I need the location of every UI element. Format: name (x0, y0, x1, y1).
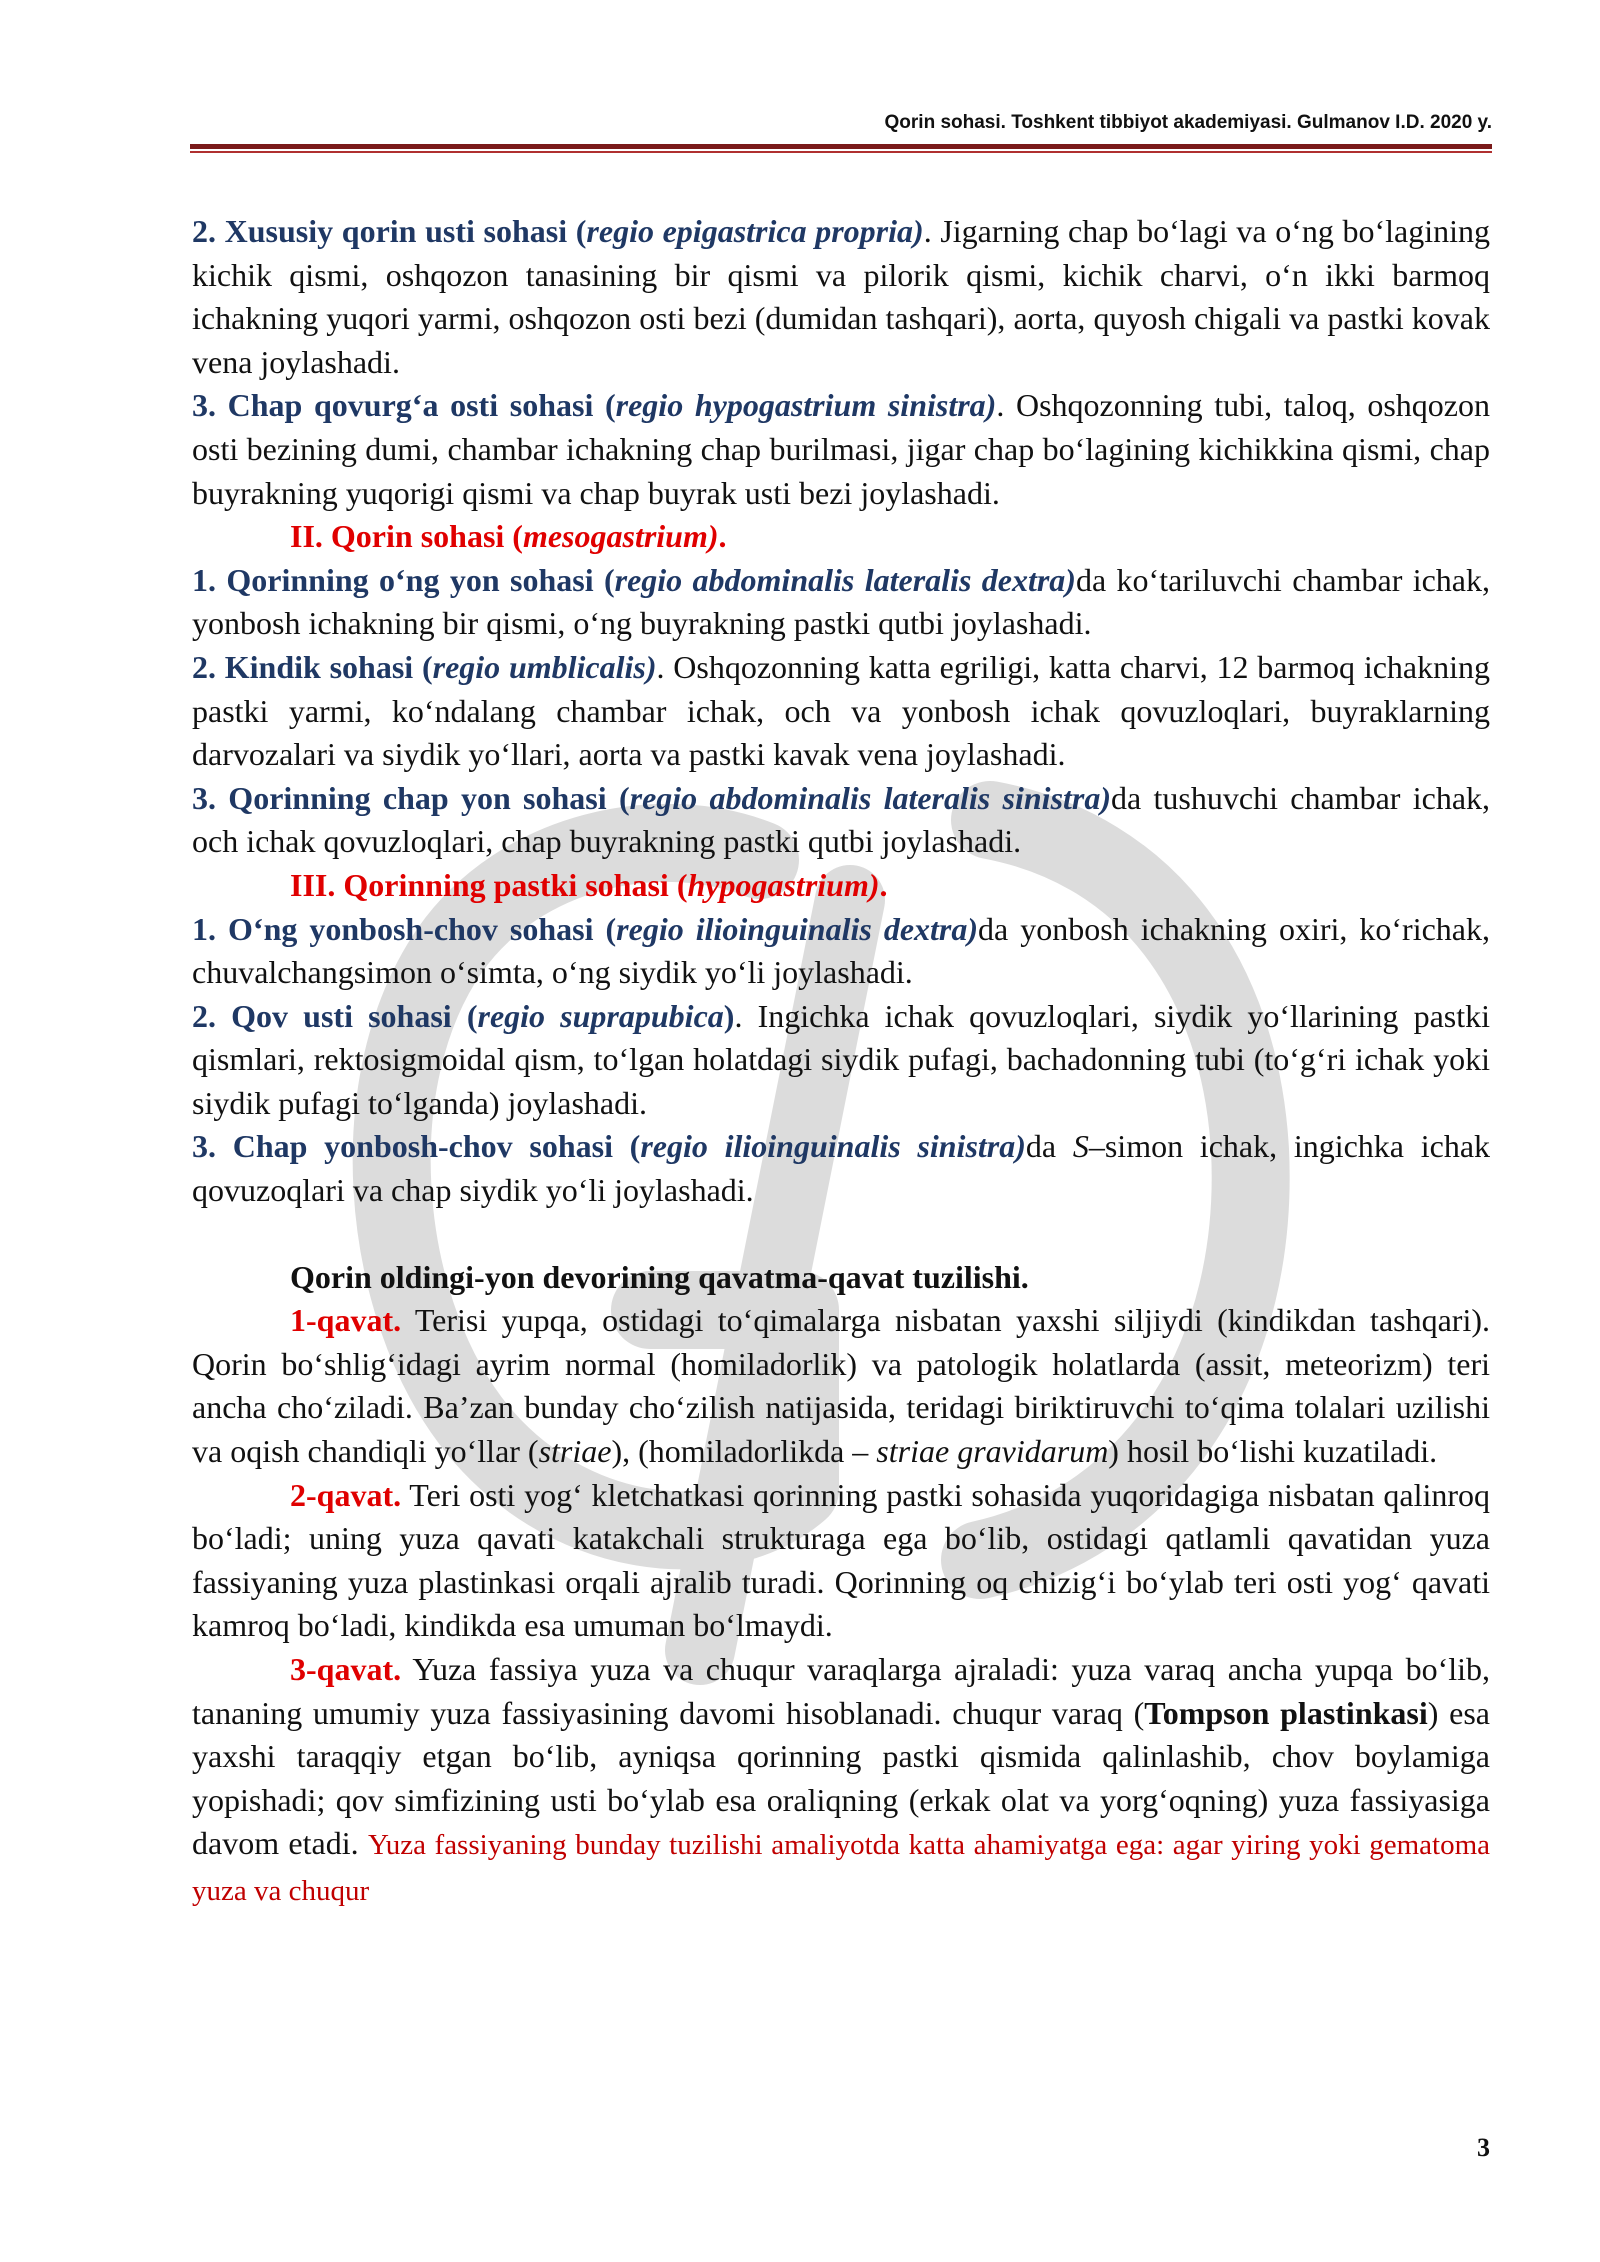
paragraph-layer-3 (192, 1648, 1490, 1914)
section-title (192, 213, 924, 249)
paragraph-text: Teri osti yog‘ kletchatkasi qorinning pastki sohasida yuqoridagiga nisbatan qalinroq bo‘ladi; uning yuza qavati katakchali strukturaga ega bo‘lib, ostidagi qatlamli qavatidan yuza fassiyaning yuza plastinkasi orqali ajralib turadi. Qorinning oq chizig‘i bo‘ylab teri osti yog‘ qavati kamroq bo‘ladi, kindikda esa umuman bo‘lmaydi. (192, 1476, 1490, 1644)
section-title-text: 3. Chap qovurg‘a osti sohasi ( (192, 387, 616, 424)
paragraph-text: ) esa yaxshi taraqqiy etgan bo‘lib, ayniqsa qorinning pastki qismida qalinlashib, chov boylamiga yopishadi; qov simfizining usti bo‘ylab esa oraliqning (erkak olat va yorg‘oqning) yuza fassiyasiga davom etadi. (192, 1694, 1491, 1862)
paragraph-text: Yuza fassiya yuza va chuqur varaqlarga ajraladi: yuza varaq ancha yupqa bo‘lib, tananing umumiy yuza fassiyasining davomi hisoblanadi. chuqur varaq ( (192, 1651, 1490, 1731)
page-number: 3 (1477, 2133, 1490, 2162)
section-title-text: 3. Chap yonbosh-chov sohasi ( (192, 1128, 641, 1165)
paragraph-text: ), (homiladorlikda – (611, 1433, 877, 1470)
spacer (192, 1213, 1490, 1256)
latin-term: regio epigastrica propria) (586, 213, 924, 249)
latin-term: hypogastrium) (687, 866, 880, 903)
layer-label: 2-qavat. (290, 1476, 402, 1513)
paragraph-text: da tushuvchi chambar ichak, och ichak qovuzloqlari, chap buyrakning pastki qutbi joylashadi. (192, 779, 1491, 860)
latin-term: regio abdominalis lateralis sinistra) (629, 779, 1112, 816)
paragraph-text: . Ingichka ichak qovuzloqlari, siydik yo‘llarining pastki qismlari, rektosigmoidal qism, to‘lgan holatdagi siydik pufagi, bachadonning tubi (to‘g‘ri ichak yoki siydik pufagi to‘lganda) joylashadi. (192, 997, 1491, 1121)
highlighted-text: Yuza fassiyaning bunday tuzilishi amaliyotda katta ahamiyatga ega: agar yiring yoki gematoma yuza va chuqur (192, 1829, 1491, 1907)
latin-term: regio hypogastrium sinistra) (615, 387, 997, 424)
latin-term: regio ilioinguinalis sinistra) (640, 1128, 1026, 1165)
header-rule (190, 144, 1492, 149)
paragraph-text: da (1025, 1128, 1073, 1165)
section-title (192, 998, 734, 1034)
layer-label: 1-qavat. (290, 1302, 402, 1339)
paragraph-right-lateral (192, 559, 1490, 646)
region-heading-text: II. Qorin sohasi ( (290, 518, 523, 555)
region-heading (290, 867, 888, 903)
section-title (192, 649, 657, 685)
section-heading: Qorin oldingi-yon devorining qavatma-qavat tuzilishi. (290, 1258, 1029, 1295)
layer-label: 3-qavat. (290, 1651, 402, 1687)
paragraph-suprapubic (192, 995, 1490, 1126)
paragraph-layer-2 (192, 1474, 1490, 1648)
paragraph-text: da ko‘tariluvchi chambar ichak, yonbosh ichakning bir qismi, o‘ng buyrakning pastki qutbi joylashadi. (192, 561, 1491, 642)
paragraph-left-hypochondrium (192, 384, 1490, 515)
latin-term: regio ilioinguinalis dextra) (616, 910, 979, 947)
paragraph-layer-1 (192, 1299, 1490, 1473)
latin-term: regio abdominalis lateralis dextra) (614, 561, 1076, 598)
italic-letter: S (1072, 1128, 1089, 1165)
paragraph-text: –simon ichak, ingichka ichak qovuzoqlari va chap siydik yo‘li joylashadi. (192, 1128, 1491, 1209)
subheading-mesogastrium (192, 515, 1490, 559)
section-title-text: 2. Xususiy qorin usti sohasi ( (192, 213, 587, 249)
paragraph-text: . Oshqozonning katta egriligi, katta charvi, 12 barmoq ichakning pastki yarmi, ko‘ndalang chambar ichak, och va yonbosh ichak qovuzloqlari, buyraklarning darvozalari va siydik yo‘llari, aorta va pastki kavak vena joylashadi. (192, 648, 1491, 773)
latin-term: regio suprapubica (477, 997, 724, 1034)
paragraph-text: da yonbosh ichakning oxiri, ko‘richak, chuvalchangsimon o‘simta, o‘ng siydik yo‘li joylashadi. (192, 910, 1491, 991)
section-title (192, 780, 1111, 816)
region-heading (290, 518, 727, 554)
section-title-text: 1. O‘ng yonbosh-chov sohasi ( (192, 910, 617, 947)
paragraph-epigastric-proper (192, 210, 1490, 384)
paragraph-text: Terisi yupqa, ostidagi to‘qimalarga nisbatan yaxshi siljiydi (kindikdan tashqari). Qorin bo‘shlig‘idagi ayrim normal (homiladorlik) va patologik holatlarda (assit, meteorizm) teri ancha cho‘ziladi. Ba’zan bunday cho‘zilish natijasida, teridagi biriktiruvchi to‘qima tolalari uzilishi va oqish chandiqli yo‘llar ( (192, 1302, 1490, 1470)
paragraph-text: ) hosil bo‘lishi kuzatiladi. (1108, 1433, 1438, 1470)
heading-period: . (718, 518, 727, 555)
section-title-text: 3. Qorinning chap yon sohasi ( (192, 779, 630, 816)
bold-term: Tompson plastinkasi (1144, 1694, 1428, 1731)
paragraph-left-lateral (192, 777, 1490, 864)
latin-term: regio umblicalis) (432, 648, 657, 685)
paragraph-umbilical (192, 646, 1490, 777)
paragraph-right-inguinal (192, 908, 1490, 995)
subheading-hypogastrium (192, 864, 1490, 908)
paragraph-text: . Jigarning chap bo‘lagi va o‘ng bo‘lagining kichik qismi, oshqozon tanasining bir qismi va pilorik qismi, kichik charvi, o‘n ikki barmoq ichakning yuqori yarmi, oshqozon osti bezi (dumidan tashqari), aorta, quyosh chigali va pastki kovak vena joylashadi. (192, 213, 1491, 380)
heading-period: . (879, 866, 888, 903)
latin-term: mesogastrium) (522, 518, 719, 555)
section-title (192, 1128, 1026, 1164)
section-title (192, 387, 996, 423)
section-title-text: 2. Qov usti sohasi ( (192, 997, 478, 1034)
running-header: Qorin sohasi. Toshkent tibbiyot akademiyasi. Gulmanov I.D. 2020 y. (884, 112, 1492, 133)
paragraph-text: . Oshqozonning tubi, taloq, oshqozon osti bezining dumi, chambar ichakning chap burilmasi, jigar chap bo‘lagining kichikkina qismi, chap buyrakning yuqorigi qismi va chap buyrak usti bezi joylashadi. (192, 387, 1491, 511)
section-title (192, 562, 1076, 598)
section-title-text: 2. Kindik sohasi ( (192, 648, 433, 685)
header-rule-thin (190, 151, 1492, 153)
section-title-text: 1. Qorinning o‘ng yon sohasi ( (192, 561, 615, 598)
latin-term: striae (538, 1433, 612, 1470)
latin-term: striae gravidarum (876, 1433, 1109, 1470)
page-body (192, 210, 1490, 1914)
closing-paren: ) (723, 997, 735, 1034)
paragraph-left-inguinal (192, 1125, 1490, 1212)
section-title (192, 911, 978, 947)
region-heading-text: III. Qorinning pastki sohasi ( (290, 866, 688, 903)
